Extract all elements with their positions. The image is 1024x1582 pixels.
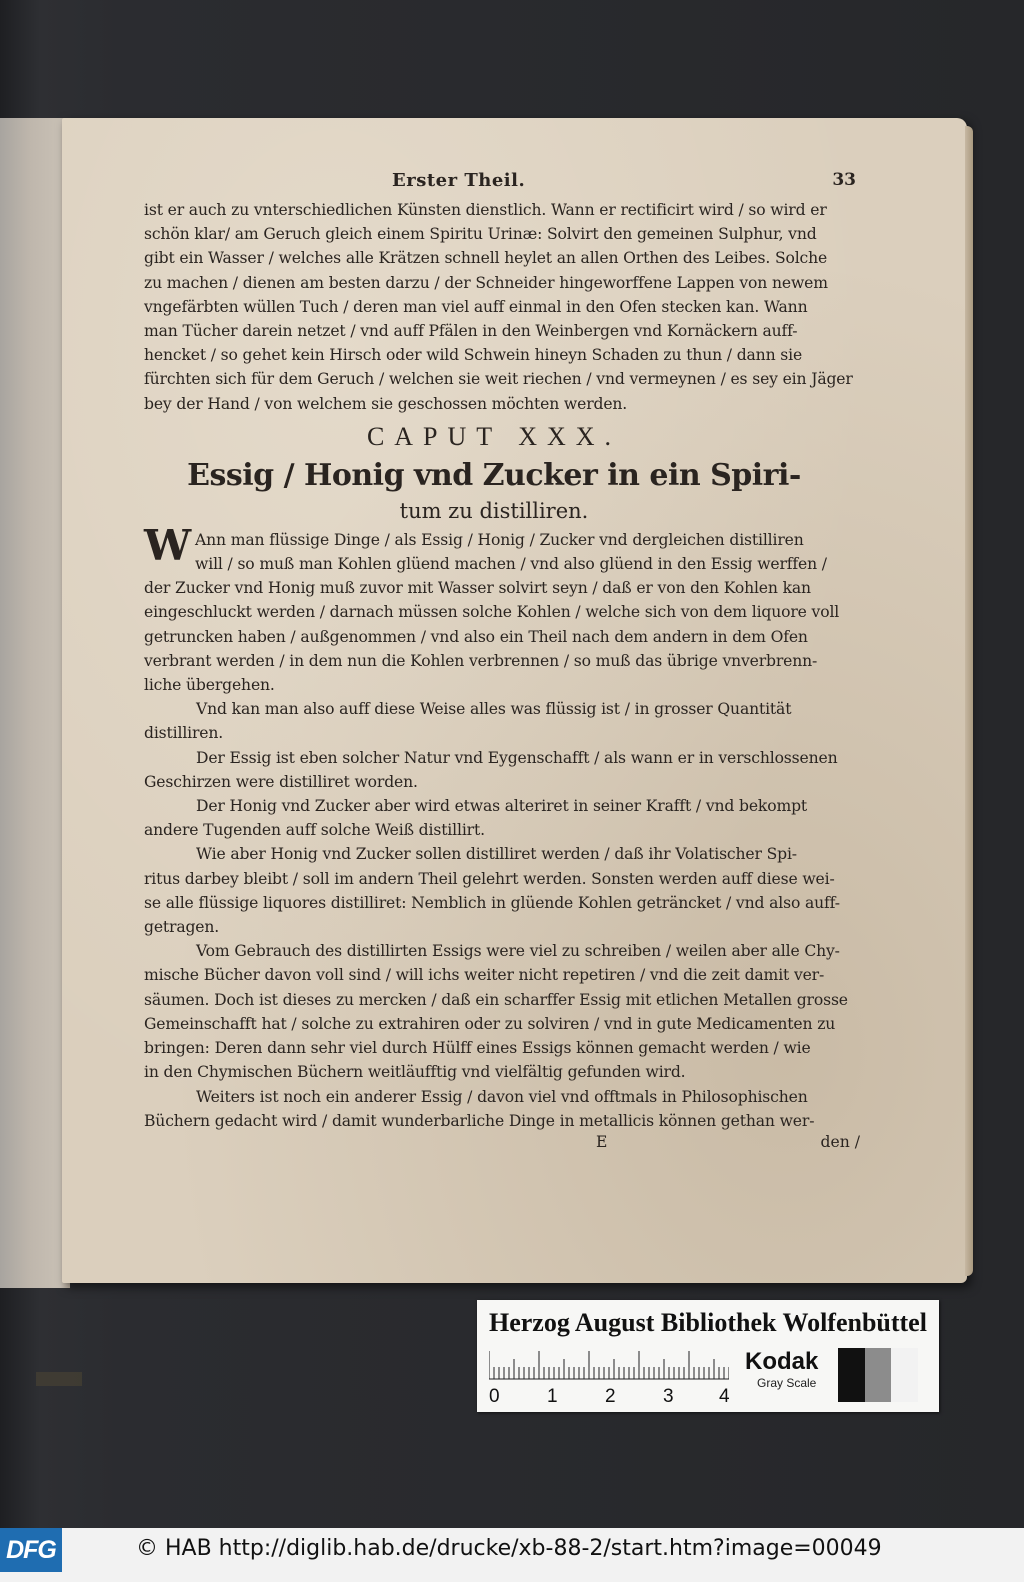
text-line: hencket / so gehet kein Hirsch oder wild Schwein hineyn Schaden zu thun / dann sie (144, 346, 803, 365)
text-line: liche übergehen. (144, 676, 275, 695)
ruler-number: 1 (547, 1386, 558, 1407)
gray-patch-black (838, 1348, 865, 1402)
text-line: man Tücher darein netzet / vnd auff Pfälen in den Weinbergen vnd Kornäckern auff- (144, 322, 798, 341)
running-head-title: Erster Theil. (392, 170, 526, 191)
text-line: se alle flüssige liquores distilliret: Nemblich in glüende Kohlen geträncket / vnd also auff- (144, 893, 840, 912)
catchword: den / (820, 1132, 860, 1151)
chapter-title-continued: tum zu distilliren. (399, 498, 589, 523)
text-line: Weiters ist noch ein anderer Essig / davon viel vnd offtmals in Philosophischen (196, 1087, 808, 1106)
page-text (144, 170, 860, 1159)
intro-paragraph (144, 198, 853, 416)
text-line: fürchten sich für dem Geruch / welchen sie weit riechen / vnd vermeynen / es sey ein Jäger (144, 370, 853, 389)
text-line-content: Ann man flüssige Dinge / als Essig / Honig / Zucker vnd dergleichen distilliren (195, 530, 804, 549)
text-line: distilliren. (144, 724, 224, 743)
ruler-number: 2 (605, 1386, 616, 1407)
paragraph-1 (144, 520, 844, 697)
text-line: Gemeinschafft hat / solche zu extrahiren oder zu solviren / vnd in gute Medicamenten zu (144, 1014, 836, 1033)
text-line: Vom Gebrauch des distillirten Essigs were viel zu schreiben / weilen aber alle Chy- (196, 942, 840, 961)
gray-patch-mid (865, 1348, 892, 1402)
gray-patch-white (891, 1348, 918, 1402)
chapter-title: Essig / Honig vnd Zucker in ein Spiri- (187, 457, 801, 493)
book-page (62, 118, 967, 1283)
text-line: will / so muß man Kohlen glüend machen / vnd also glüend in den Essig werffen / (195, 555, 827, 574)
paragraph-6 (144, 939, 848, 1084)
signature-mark: E (596, 1132, 608, 1151)
text-line: andere Tugenden auff solche Weiß distillirt. (144, 821, 485, 840)
text-line: eingeschluckt werden / darnach müssen solche Kohlen / welche sich von dem liquore voll (144, 603, 840, 622)
dfg-logo: DFG (0, 1528, 62, 1572)
text-line: ist er auch zu vnterschiedlichen Künsten dienstlich. Wann er rectificirt wird / so wird er (144, 201, 827, 219)
text-line: Der Essig ist eben solcher Natur vnd Eygenschafft / als wann er in verschlossenen (196, 748, 838, 767)
library-name: Herzog August Bibliothek Wolfenbüttel (489, 1308, 927, 1337)
text-line: Der Honig vnd Zucker aber wird etwas alteriret in seiner Krafft / vnd bekompt (196, 797, 808, 816)
ruler-number: 3 (663, 1386, 674, 1407)
text-line: Büchern gedacht wird / damit wunderbarliche Dinge in metallicis können gethan wer- (144, 1111, 815, 1130)
chapter-number: CAPUT XXX. (366, 421, 622, 451)
text-line: bey der Hand / von welchem sie geschossen möchten werden. (144, 394, 628, 413)
ruler-numbers (489, 1386, 749, 1408)
gray-scale-label: Gray Scale (757, 1376, 817, 1390)
ruler-number: 4 (719, 1386, 730, 1407)
gray-patches (838, 1348, 918, 1402)
paragraph-3 (144, 746, 844, 794)
drop-capital: W (144, 520, 192, 570)
text-line: Wie aber Honig vnd Zucker sollen distilliret werden / daß ihr Volatischer Spi- (196, 845, 797, 864)
signature-line (144, 1132, 860, 1159)
text-line: mische Bücher davon voll sind / will ichs weiter nicht repetiren / vnd die zeit damit ver- (144, 966, 825, 985)
footer-bar (0, 1528, 1024, 1582)
text-line: zu machen / dienen am besten darzu / der Schneider hingeworffene Lappen von newem (144, 273, 828, 292)
text-line: der Zucker vnd Honig muß zuvor mit Wasser solvirt seyn / daß er von den Kohlen kan (144, 579, 811, 598)
page-number: 33 (832, 170, 856, 190)
text-line: in den Chymischen Büchern weitläufftig vnd vielfältig gefunden wird. (144, 1063, 686, 1082)
text-line: Vnd kan man also auff diese Weise alles was flüssig ist / in grosser Quantität (196, 700, 792, 719)
text-line: getragen. (144, 918, 220, 937)
paragraph-5 (144, 842, 844, 939)
text-line: schön klar/ am Geruch gleich einem Spiritu Urinæ: Solvirt den gemeinen Sulphur, vnd (144, 225, 817, 244)
text-line: Geschirzen were distilliret worden. (144, 772, 418, 791)
text-line: bringen: Deren dann sehr viel durch Hülff eines Essigs können gemacht werden / wie (144, 1039, 811, 1058)
stray-mark (36, 1372, 82, 1386)
paragraph-2 (144, 697, 844, 745)
paragraph-7 (144, 1085, 844, 1133)
kodak-logo: Kodak (745, 1348, 819, 1375)
ruler-scale (489, 1350, 729, 1380)
text-line: säumen. Doch ist dieses zu mercken / daß ein scharffer Essig mit etlichen Metallen grosse (144, 990, 848, 1009)
text-line: vngefärbten wüllen Tuch / deren man viel auff einmal in den Ofen stecken kan. Wann (144, 297, 808, 316)
paragraph-4 (144, 794, 844, 842)
ruler-number: 0 (489, 1386, 500, 1407)
text-line: ritus darbey bleibt / soll im andern Theil gelehrt werden. Sonsten werden auff diese wei- (144, 869, 835, 888)
library-color-card (477, 1300, 939, 1412)
copyright-link[interactable]: © HAB http://diglib.hab.de/drucke/xb-88-2/start.htm?image=00049 (136, 1536, 882, 1561)
text-line: verbrant werden / in dem nun die Kohlen verbrennen / so muß das übrige vnverbrenn- (144, 651, 818, 670)
previous-leaf-edge (0, 118, 70, 1288)
text-line: gibt ein Wasser / welches alle Krätzen schnell heylet an allen Orthen des Leibes. Solche (144, 249, 828, 268)
text-line: getruncken haben / außgenommen / vnd also ein Theil nach dem andern in dem Ofen (144, 627, 808, 646)
running-head (144, 170, 856, 198)
